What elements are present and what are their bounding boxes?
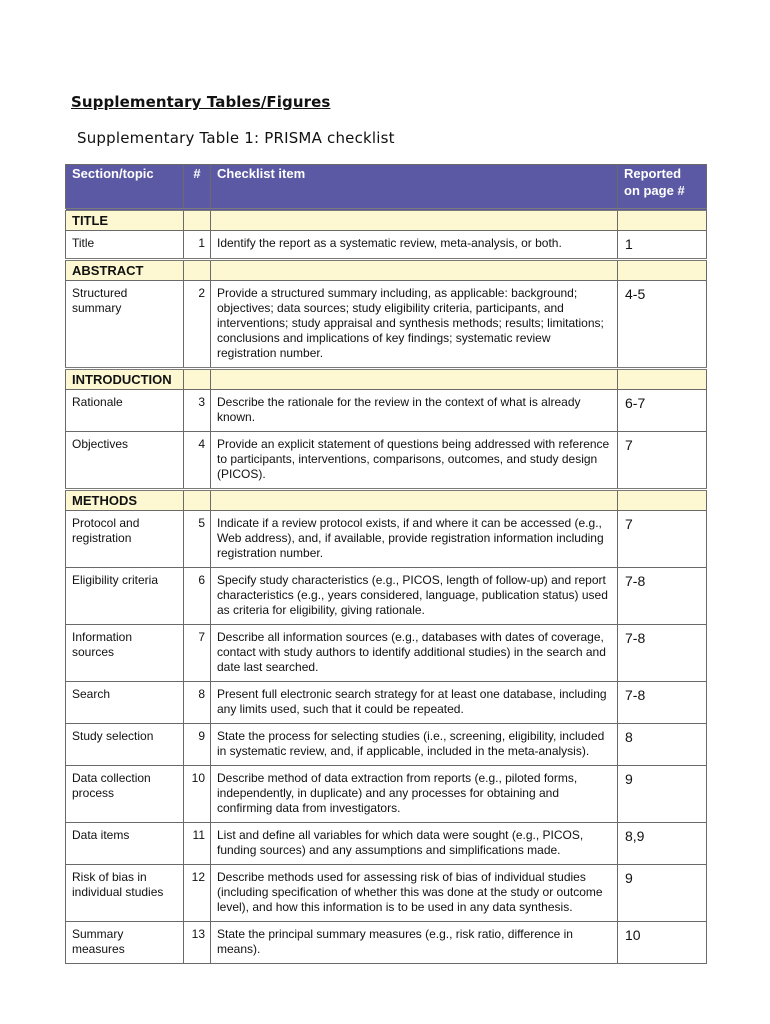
row-reported-page: 7-8 <box>618 625 707 682</box>
row-checklist-item: State the process for selecting studies (i.e., screening, eligibility, included in systematic review, and, if applicable, included in the meta-analysis). <box>211 724 618 766</box>
row-topic: Summary measures <box>66 922 184 964</box>
row-reported-page: 9 <box>618 766 707 823</box>
section-row <box>66 369 707 390</box>
header-reported-page: Reported on page # <box>618 165 707 210</box>
table-row <box>66 281 707 369</box>
section-row <box>66 490 707 511</box>
row-reported-page: 1 <box>618 231 707 260</box>
table-row <box>66 432 707 490</box>
row-topic: Data collection process <box>66 766 184 823</box>
section-title: ABSTRACT <box>66 260 184 281</box>
table-row <box>66 682 707 724</box>
row-reported-page: 7-8 <box>618 568 707 625</box>
row-checklist-item: Describe method of data extraction from reports (e.g., piloted forms, independently, in duplicate) and any processes for obtaining and confirming data from investigators. <box>211 766 618 823</box>
section-filler-cell <box>618 210 707 231</box>
row-reported-page: 7 <box>618 432 707 490</box>
row-checklist-item: Describe the rationale for the review in the context of what is already known. <box>211 390 618 432</box>
row-number: 5 <box>184 511 211 568</box>
row-number: 8 <box>184 682 211 724</box>
table-row <box>66 865 707 922</box>
row-reported-page: 6-7 <box>618 390 707 432</box>
row-checklist-item: Specify study characteristics (e.g., PICOS, length of follow-up) and report characteristics (e.g., years considered, language, publication status) used as criteria for eligibility, giving rationale. <box>211 568 618 625</box>
row-topic: Objectives <box>66 432 184 490</box>
section-filler-cell <box>618 369 707 390</box>
row-number: 12 <box>184 865 211 922</box>
row-number: 3 <box>184 390 211 432</box>
section-filler-cell <box>211 210 618 231</box>
row-reported-page: 4-5 <box>618 281 707 369</box>
section-filler-cell <box>618 260 707 281</box>
section-filler-cell <box>618 490 707 511</box>
header-section-topic: Section/topic <box>66 165 184 210</box>
row-topic: Rationale <box>66 390 184 432</box>
row-checklist-item: Describe all information sources (e.g., databases with dates of coverage, contact with study authors to identify additional studies) in the search and date last searched. <box>211 625 618 682</box>
section-title: TITLE <box>66 210 184 231</box>
page-title: Supplementary Tables/Figures <box>71 93 331 111</box>
row-checklist-item: Provide a structured summary including, as applicable: background; objectives; data sources; study eligibility criteria, participants, and interventions; study appraisal and synthesis methods; results; limitations; conclusions and implications of key findings; systematic review registration number. <box>211 281 618 369</box>
section-filler-cell <box>184 369 211 390</box>
row-reported-page: 7-8 <box>618 682 707 724</box>
row-checklist-item: State the principal summary measures (e.g., risk ratio, difference in means). <box>211 922 618 964</box>
section-title: INTRODUCTION <box>66 369 184 390</box>
section-filler-cell <box>184 210 211 231</box>
section-filler-cell <box>184 260 211 281</box>
row-topic: Search <box>66 682 184 724</box>
table-caption: Supplementary Table 1: PRISMA checklist <box>77 129 395 147</box>
row-checklist-item: List and define all variables for which data were sought (e.g., PICOS, funding sources) and any assumptions and simplifications made. <box>211 823 618 865</box>
row-number: 10 <box>184 766 211 823</box>
row-topic: Protocol and registration <box>66 511 184 568</box>
row-topic: Structured summary <box>66 281 184 369</box>
row-reported-page: 7 <box>618 511 707 568</box>
section-filler-cell <box>211 369 618 390</box>
header-checklist-item: Checklist item <box>211 165 618 210</box>
row-topic: Study selection <box>66 724 184 766</box>
table-row <box>66 724 707 766</box>
table-row <box>66 823 707 865</box>
row-topic: Eligibility criteria <box>66 568 184 625</box>
section-filler-cell <box>211 260 618 281</box>
row-number: 6 <box>184 568 211 625</box>
row-checklist-item: Describe methods used for assessing risk of bias of individual studies (including specification of whether this was done at the study or outcome level), and how this information is to be used in any data synthesis. <box>211 865 618 922</box>
row-reported-page: 8 <box>618 724 707 766</box>
row-number: 9 <box>184 724 211 766</box>
table-row <box>66 568 707 625</box>
row-topic: Data items <box>66 823 184 865</box>
row-number: 4 <box>184 432 211 490</box>
row-checklist-item: Present full electronic search strategy for at least one database, including any limits used, such that it could be repeated. <box>211 682 618 724</box>
section-row <box>66 210 707 231</box>
row-number: 13 <box>184 922 211 964</box>
table-row <box>66 625 707 682</box>
table-row <box>66 766 707 823</box>
table-row <box>66 231 707 260</box>
prisma-checklist-table <box>65 164 707 964</box>
row-topic: Information sources <box>66 625 184 682</box>
row-topic: Risk of bias in individual studies <box>66 865 184 922</box>
row-number: 1 <box>184 231 211 260</box>
section-filler-cell <box>184 490 211 511</box>
row-checklist-item: Identify the report as a systematic review, meta-analysis, or both. <box>211 231 618 260</box>
table-row <box>66 390 707 432</box>
row-checklist-item: Indicate if a review protocol exists, if and where it can be accessed (e.g., Web address), and, if available, provide registration information including registration number. <box>211 511 618 568</box>
table-row <box>66 922 707 964</box>
row-reported-page: 8,9 <box>618 823 707 865</box>
row-number: 11 <box>184 823 211 865</box>
section-filler-cell <box>211 490 618 511</box>
table-row <box>66 511 707 568</box>
section-title: METHODS <box>66 490 184 511</box>
header-number: # <box>184 165 211 210</box>
table-header-row <box>66 165 707 210</box>
row-checklist-item: Provide an explicit statement of questions being addressed with reference to participants, interventions, comparisons, outcomes, and study design (PICOS). <box>211 432 618 490</box>
row-topic: Title <box>66 231 184 260</box>
row-reported-page: 10 <box>618 922 707 964</box>
row-number: 7 <box>184 625 211 682</box>
row-reported-page: 9 <box>618 865 707 922</box>
row-number: 2 <box>184 281 211 369</box>
section-row <box>66 260 707 281</box>
